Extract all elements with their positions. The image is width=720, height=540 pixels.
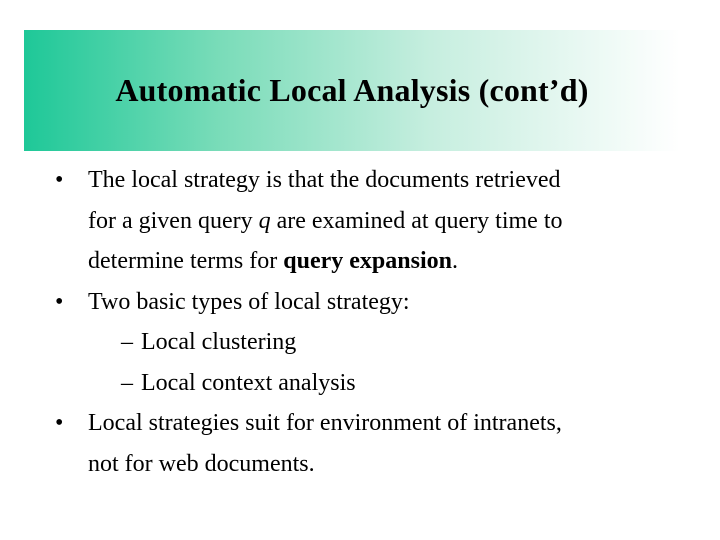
sub-bullet-text-line (121, 322, 695, 363)
bullet-text-line: not for web documents. (88, 450, 315, 477)
bullet-text-line: Two basic types of local strategy: (88, 288, 410, 315)
bullet-item (55, 160, 695, 282)
sub-bullet-text-line (121, 363, 695, 404)
italic-variable: q (258, 207, 271, 234)
bullet-text-line (88, 241, 695, 282)
bold-term: query expansion (283, 248, 452, 274)
bullet-item (55, 282, 695, 323)
text-run: for a given query (88, 207, 259, 234)
bullet-icon: • (55, 167, 64, 193)
dash-icon: – (121, 329, 133, 355)
text-run: Local clustering (141, 329, 297, 355)
bullet-text-line (88, 201, 695, 242)
bullet-item (55, 403, 695, 484)
dash-icon: – (121, 369, 133, 396)
text-run: are examined at query time to (270, 207, 563, 234)
slide-title: Automatic Local Analysis (cont’d) (115, 72, 589, 108)
text-run: . (451, 248, 458, 274)
slide-body (55, 160, 695, 484)
text-run: Local context analysis (141, 369, 356, 396)
bullet-text-line: The local strategy is that the documents retrieved (88, 167, 561, 193)
sub-bullet-item (55, 322, 695, 363)
text-run: determine terms for (88, 248, 284, 274)
sub-bullet-item (55, 363, 695, 404)
bullet-icon: • (55, 410, 64, 436)
bullet-icon: • (55, 288, 64, 315)
bullet-text-line: Local strategies suit for environment of intranets, (88, 410, 562, 436)
